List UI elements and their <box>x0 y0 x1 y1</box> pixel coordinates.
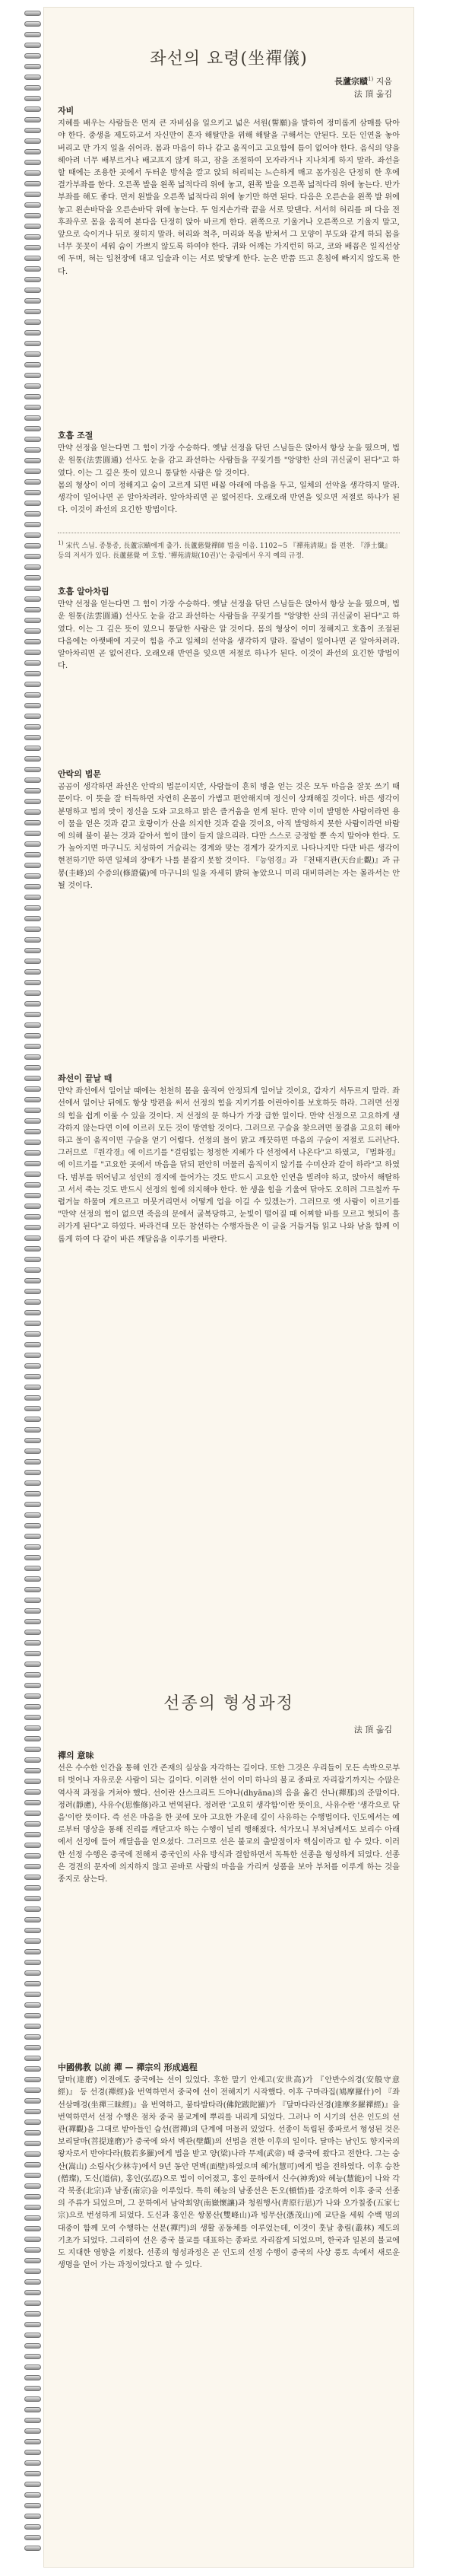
binding-ring <box>24 1789 41 1795</box>
binding-ring <box>24 575 41 580</box>
binding-ring <box>24 1864 41 1869</box>
binding-ring <box>24 703 41 708</box>
translator-name: 法 頂 <box>353 88 374 99</box>
binding-ring <box>24 1960 41 1965</box>
binding-ring <box>24 2386 41 2391</box>
binding-ring <box>24 351 41 357</box>
binding-ring <box>24 1587 41 1592</box>
binding-ring <box>24 1118 41 1124</box>
section-body: 곰곰이 생각하면 좌선은 안락의 법문이지만, 사람들이 흔히 병을 얻는 것은 모두 마음을 잘못 쓰기 때문이다. 이 뜻을 잘 터득하면 자연히 온몸이 가볍고 편안해지며 정신이 상쾌해질 것이다. 바른 생각이 분명하고 법의 맛이 정신을 도와 고요하고 맑은 즐거움을 얻게 된다. 만약 이미 발명한 사람이라면 용이 물을 얻은 것과 같고 호랑이가 산을 의지한 것과 같을 것이요, 아직 발명하지 못한 사람이라면 바람에 의해 불이 붙는 것과 같아서 힘이 많이 들지 않으리라. 다만 스스로 긍정할 뿐 속지 말아야 한다. 도가 높아지면 마구니도 치성하여 거슬리는 경계와 맞는 경계가 갖가지로 나타나지만 다만 바른 생각이 현전하기만 하면 일체의 장애가 나를 붙잡지 못할 것이다. 『능엄경』과 『천태지관(天台止觀)』과 규봉(圭峰)의 수증의(修證儀)에 마구니의 일을 자세히 밝혀 놓았으니 미리 대비하려는 자는 몰라서는 안 될 것이다. <box>58 783 400 890</box>
binding-ring <box>24 2514 41 2519</box>
binding-ring <box>24 1033 41 1038</box>
binding-ring <box>24 85 41 91</box>
binding-ring <box>24 2247 41 2253</box>
binding-ring <box>24 2034 41 2040</box>
section-heading: 호흡 알아차림 <box>58 587 109 596</box>
section-body: 만약 선정을 얻는다면 그 힘이 가장 수승하다. 옛날 선정을 닦던 스님들은 앉아서 항상 눈을 떴으며, 법운 원통(法雲圓通) 선사도 눈을 감고 좌선하는 사람들을 꾸짖기를 "앙양한 산의 귀신굴이 된다"고 하였다. 이는 그 깊은 뜻이 있으니 통달한 사람은 알 것이다. 몸의 형상이 이미 정해지고 호흡이 조절된 다음에는 아랫배에 지긋이 힘을 주고 일체의 선악을 생각하지 말라. 잡념이 일어나면 곧 알아차려라. 알아차리면 곧 없어진다. 오래오래 반연을 잊으면 저절로 하나가 된다. 이것이 좌선의 요긴한 방법이다. <box>58 600 400 671</box>
binding-ring <box>24 2450 41 2455</box>
author-name: 長蘆宗賾 <box>334 76 369 87</box>
binding-ring <box>24 426 41 431</box>
binding-ring <box>24 1459 41 1465</box>
binding-ring <box>24 437 41 442</box>
article2-title: 선종의 형성과정 <box>163 1694 294 1713</box>
binding-ring <box>24 2279 41 2285</box>
binding-ring <box>24 32 41 37</box>
binding-ring <box>24 1086 41 1092</box>
binding-ring <box>24 852 41 857</box>
binding-ring <box>24 2311 41 2317</box>
binding-ring <box>24 1449 41 1454</box>
binding-ring <box>24 458 41 463</box>
binding-ring <box>24 256 41 261</box>
binding-ring <box>24 905 41 911</box>
binding-ring <box>24 245 41 250</box>
binding-ring <box>24 501 41 506</box>
binding-ring <box>24 2375 41 2380</box>
binding-ring <box>24 1065 41 1070</box>
binding-ring <box>24 1896 41 1901</box>
translator-role: 옮김 <box>375 88 392 99</box>
footnote <box>58 538 400 561</box>
binding-ring <box>24 2098 41 2104</box>
binding-ring <box>24 1310 41 1315</box>
article2-byline <box>354 1724 392 1736</box>
binding-ring <box>24 75 41 80</box>
binding-ring <box>24 1278 41 1283</box>
binding-ring <box>24 138 41 144</box>
binding-ring <box>24 1470 41 1475</box>
binding-ring <box>24 767 41 772</box>
binding-ring <box>24 873 41 879</box>
binding-ring <box>24 1938 41 1944</box>
binding-ring <box>24 2215 41 2221</box>
binding-ring <box>24 469 41 474</box>
binding-ring <box>24 2546 41 2551</box>
binding-ring <box>24 2482 41 2487</box>
binding-ring <box>24 1875 41 1880</box>
binding-ring <box>24 1619 41 1624</box>
binding-ring <box>24 1949 41 1954</box>
binding-ring <box>24 692 41 698</box>
binding-ring <box>24 831 41 836</box>
binding-ring <box>24 53 41 59</box>
section-breath <box>58 430 400 517</box>
binding-ring <box>24 916 41 921</box>
binding-ring <box>24 288 41 293</box>
section-formation <box>58 2062 400 2272</box>
binding-ring <box>24 1267 41 1273</box>
binding-ring <box>24 2407 41 2412</box>
binding-ring <box>24 1140 41 1145</box>
binding-ring <box>24 1800 41 1805</box>
binding-ring <box>24 554 41 559</box>
section-breath-awareness <box>58 586 400 673</box>
binding-ring <box>24 1129 41 1134</box>
binding-ring <box>24 1406 41 1411</box>
binding-ring <box>24 1768 41 1773</box>
binding-ring <box>24 809 41 815</box>
binding-ring <box>24 1204 41 1209</box>
binding-ring <box>24 863 41 868</box>
binding-ring <box>24 479 41 485</box>
binding-ring <box>24 2173 41 2178</box>
binding-ring <box>24 660 41 666</box>
binding-ring <box>24 330 41 336</box>
binding-ring <box>24 1054 41 1060</box>
binding-ring <box>24 2535 41 2540</box>
binding-ring <box>24 746 41 751</box>
binding-ring <box>24 1683 41 1688</box>
binding-ring <box>24 1012 41 1017</box>
binding-ring <box>24 1566 41 1571</box>
binding-ring <box>24 1480 41 1486</box>
section-ending <box>58 1073 400 1246</box>
binding-ring <box>24 1544 41 1550</box>
author-line <box>334 73 392 88</box>
binding-ring <box>24 1353 41 1358</box>
binding-ring <box>24 1331 41 1337</box>
author-role: 지음 <box>375 76 392 87</box>
section-body: 만약 좌선에서 일어날 때에는 천천히 몸을 움직여 안정되게 일어날 것이요, 갑자기 서두르지 말라. 좌선에서 일어난 뒤에도 항상 방편을 써서 선정의 힘을 지키기를 어린아이를 보호하듯 하라. 그러면 선정의 힘을 쉽게 이룰 수 있을 것이다. 저 선정의 문 하나가 가장 급한 일이다. 만약 선정으로 고요하게 생각하지 않는다면 이에 이르러 모든 것이 망연할 것이다. 그러므로 구슬을 찾으려면 물결을 고요히 해야 하고 물이 움직이면 구슬을 얻기 어렵다. 선정의 물이 맑고 깨끗하면 마음의 구슬이 저절로 드러난다. 그러므로 『원각경』에 이르기를 "걸림없는 청정한 지혜가 다 선정에서 나온다"고 하였고, 『법화경』에 이르기를 "고요한 곳에서 마음을 닦되 편안히 머물러 움직이지 않기를 수미산과 같이 하라"고 하였다. 범부를 뛰어넘고 성인의 경지에 들어가는 것도 반드시 고요한 인연을 빌려야 하고, 앉아서 해탈하고 서서 죽는 것도 반드시 선정의 힘에 의지해야 한다. 한 생을 힘을 기울여 닦아도 오히려 그르칠까 두렵거늘 하물며 게으르고 머뭇거리면서 어떻게 업을 이길 수 있겠는가. 그러므로 옛 사람이 이르기를 "만약 선정의 힘이 없으면 죽음의 문에서 굴복당하고, 눈빛이 떨어질 때 어찌할 바를 모르고 헛되이 흘러가게 된다"고 하였다. 바라건대 모든 참선하는 수행자들은 이 글을 거듭거듭 읽고 나와 남을 함께 이롭게 하여 다 같이 바른 깨달음을 이루기를 바란다. <box>58 1087 400 1244</box>
section-body: 달마(達磨) 이전에도 중국에는 선이 있었다. 후한 말기 안세고(安世高)가 『안반수의경(安般守意經)』 등 선경(禪經)을 번역하면서 중국에 선이 전해지기 시작했다. 이후 구마라집(鳩摩羅什)이 『좌선삼매경(坐禪三昧經)』을 번역하고, 불타발타라(佛陀跋陀羅)가 『달마다라선경(達摩多羅禪經)』을 번역하면서 선정 수행은 점차 중국 불교계에 뿌리를 내리게 되었다. 그러나 이 시기의 선은 인도의 선관(禪觀)을 그대로 받아들인 습선(習禪)의 단계에 머물러 있었다. 선종이 독립된 종파로서 형성된 것은 보리달마(菩提達磨)가 중국에 와서 벽관(壁觀)의 선법을 전한 이후의 일이다. 달마는 남인도 향지국의 왕자로서 반야다라(般若多羅)에게 법을 받고 양(梁)나라 무제(武帝) 때 중국에 왔다고 전한다. 그는 숭산(嵩山) 소림사(少林寺)에서 9년 동안 면벽(面壁)하였으며 혜가(慧可)에게 법을 전하였다. 이후 승찬(僧璨), 도신(道信), 홍인(弘忍)으로 법이 이어졌고, 홍인 문하에서 신수(神秀)와 혜능(慧能)이 나와 각각 북종(北宗)과 남종(南宗)을 이루었다. 특히 혜능의 남종선은 돈오(頓悟)를 강조하여 이후 중국 선종의 주류가 되었으며, 그 문하에서 남악회양(南嶽懷讓)과 청원행사(靑原行思)가 나와 오가칠종(五家七宗)으로 번성하게 되었다. 도신과 홍인은 쌍봉산(雙峰山)과 빙무산(憑茂山)에 교단을 세워 수백 명의 대중이 함께 모여 수행하는 선문(禪門)의 생활 공동체를 이루었는데, 이것이 훗날 총림(叢林) 제도의 기초가 되었다. 그리하여 선은 중국 불교를 대표하는 종파로 자리잡게 되었으며, 한국과 일본의 불교에도 지대한 영향을 끼쳤다. 선종의 형성과정은 곧 인도의 선정 수행이 중국의 사상 풍토 속에서 새로운 생명을 얻어 가는 과정이었다고 할 수 있다. <box>58 2076 400 2270</box>
binding-ring <box>24 2120 41 2125</box>
binding-ring <box>24 1342 41 1347</box>
binding-ring <box>24 405 41 410</box>
binding-ring <box>24 1907 41 1912</box>
binding-ring <box>24 170 41 176</box>
binding-ring <box>24 618 41 623</box>
binding-ring <box>24 2151 41 2157</box>
binding-ring <box>24 1427 41 1433</box>
binding-ring <box>24 778 41 783</box>
binding-ring <box>24 628 41 634</box>
binding-ring <box>24 213 41 218</box>
binding-ring <box>24 564 41 570</box>
binding-ring <box>24 415 41 421</box>
binding-ring <box>24 2162 41 2167</box>
binding-ring <box>24 1321 41 1326</box>
binding-ring <box>24 2365 41 2370</box>
section-body-continued: 몸의 형상이 이미 정해지고 숨이 고르게 되면 배꼽 아래에 마음을 두고, 일체의 선악을 생각하지 말라. 생각이 일어나면 곧 알아차려라. 알아차리면 곧 없어진다. 오래오래 반연을 잊으면 저절로 하나가 된다. 이것이 좌선의 요긴한 방법이다. <box>58 481 400 515</box>
binding-ring <box>24 1363 41 1369</box>
binding-ring <box>24 991 41 996</box>
binding-ring <box>24 1736 41 1741</box>
binding-ring <box>24 2130 41 2136</box>
binding-ring <box>24 2077 41 2082</box>
binding-ring <box>24 2460 41 2466</box>
spiral-binding <box>24 11 44 2559</box>
binding-ring <box>24 202 41 208</box>
binding-ring <box>24 2194 41 2199</box>
binding-ring <box>24 1502 41 1507</box>
binding-ring <box>24 1853 41 1859</box>
binding-ring <box>24 2471 41 2476</box>
binding-ring <box>24 1246 41 1251</box>
binding-ring <box>24 2141 41 2146</box>
section-heading: 좌선이 끝날 때 <box>58 1073 112 1083</box>
binding-ring <box>24 884 41 889</box>
binding-ring <box>24 341 41 346</box>
article-byline <box>334 73 392 100</box>
binding-ring <box>24 1928 41 1933</box>
binding-ring <box>24 1811 41 1816</box>
binding-ring <box>24 1662 41 1667</box>
binding-ring <box>24 1438 41 1443</box>
binding-ring <box>24 682 41 687</box>
binding-ring <box>24 149 41 154</box>
article-title: 좌선의 요령(坐禪儀) <box>150 49 308 68</box>
binding-ring <box>24 980 41 985</box>
binding-ring <box>24 96 41 101</box>
binding-ring <box>24 1076 41 1081</box>
translator-name: 法 頂 <box>353 1725 374 1735</box>
binding-ring <box>24 1193 41 1198</box>
binding-ring <box>24 1022 41 1028</box>
binding-ring <box>24 724 41 730</box>
binding-ring <box>24 1970 41 1976</box>
section-heading: 자비 <box>58 106 74 116</box>
section-heading: 안락의 법문 <box>58 769 101 779</box>
binding-ring <box>24 2013 41 2018</box>
binding-ring <box>24 2183 41 2189</box>
binding-ring <box>24 2109 41 2114</box>
binding-ring <box>24 543 41 549</box>
binding-ring <box>24 1214 41 1220</box>
binding-ring <box>24 11 41 16</box>
binding-ring <box>24 969 41 975</box>
binding-ring <box>24 224 41 229</box>
binding-ring <box>24 2428 41 2434</box>
binding-ring <box>24 394 41 399</box>
binding-ring <box>24 756 41 762</box>
binding-ring <box>24 2045 41 2050</box>
binding-ring <box>24 309 41 314</box>
binding-ring <box>24 1992 41 1997</box>
binding-ring <box>24 948 41 953</box>
binding-ring <box>24 1523 41 1528</box>
section-body: 선은 수수한 인간을 통해 인간 존재의 실상을 자각하는 길이다. 또한 그것은 우리들이 모든 속박으로부터 벗어나 자유로운 사람이 되는 길이다. 이러한 선이 이미 하나의 불교 종파로 자리잡기까지는 수많은 역사적 과정을 거쳐야 했다. 선이란 산스크리트 드야나(dhyāna)의 음을 옮긴 선나(禪那)의 준말이다. 정려(靜慮), 사유수(思惟修)라고 번역된다. 정려란 '고요히 생각함'이란 뜻이요, 사유수란 '생각으로 닦음'이란 뜻이다. 즉 선은 마음을 한 곳에 모아 고요한 가운데 깊이 사유하는 수행법이다. 인도에서는 예로부터 명상을 통해 진리를 깨닫고자 하는 수행이 널리 행해졌다. 석가모니 부처님께서도 보리수 아래에서 선정에 들어 깨달음을 얻으셨다. 그러므로 선은 불교의 출발점이자 핵심이라고 할 수 있다. 이러한 선정 수행은 중국에 전해져 중국인의 사유 방식과 결합하면서 독특한 선종을 형성하게 되었다. 선종은 경전의 문자에 의지하지 않고 곧바로 사람의 마음을 가리켜 성품을 보아 부처를 이루게 하는 것을 종지로 삼는다. <box>58 1764 400 1884</box>
binding-ring <box>24 1299 41 1305</box>
binding-ring <box>24 841 41 847</box>
binding-ring <box>24 1885 41 1891</box>
binding-ring <box>24 1001 41 1007</box>
binding-ring <box>24 21 41 27</box>
binding-ring <box>24 937 41 943</box>
binding-ring <box>24 927 41 932</box>
section-body: 지혜를 배우는 사람들은 먼저 큰 자비심을 일으키고 넓은 서원(誓願)을 발하여 정미롭게 삼매를 닦아야 한다. 중생을 제도하고서 자신만이 혼자 해탈만을 위해 해탈을 구해서는 안된다. 모든 인연을 놓아 버리고 만 가지 일을 쉬어라. 몸과 마음이 하나 같고 움직이고 고요함에 틈이 없어야 한다. 음식의 양을 헤아려 너무 배부르거나 배고프지 않게 하고, 잠을 조절하여 모자라거나 지나치게 하지 말라. 좌선을 할 때에는 조용한 곳에서 두터운 방석을 깔고 앉되 허리띠는 느슨하게 매고 몸가짐은 단정히 한 후에 결가부좌를 한다. 오른쪽 발을 왼쪽 넓적다리 위에 놓고, 왼쪽 발을 오른쪽 넓적다리 위에 놓는다. 반가부좌를 해도 좋다. 먼저 왼발을 오른쪽 넓적다리 위에 놓기만 하면 된다. 다음은 오른손을 왼쪽 발 위에 놓고 왼손바닥을 오른손바닥 위에 놓는다. 두 엄지손가락 끝을 서로 맞댄다. 서서히 허리를 펴 다음 전후좌우로 몸을 움직여 본다음 단정히 앉아 바르게 한다. 왼쪽으로 기울거나 오른쪽으로 기울지 말고, 앞으로 숙이거나 뒤로 젖히지 말라. 허리와 척추, 머리와 목을 받쳐서 그 모양이 부도와 같게 하되 몸을 너무 꼿꼿이 세워 숨이 가쁘지 않도록 하여야 한다. 귀와 어깨는 가지런히 하고, 코와 배꼽은 일직선상에 두며, 혀는 입천장에 대고 입술과 이는 서로 맞닿게 한다. 눈은 반쯤 뜨고 혼침에 빠지지 않도록 한다. <box>58 119 400 276</box>
binding-ring <box>24 266 41 272</box>
binding-ring <box>24 1630 41 1635</box>
binding-ring <box>24 1693 41 1699</box>
binding-ring <box>24 2333 41 2338</box>
binding-ring <box>24 447 41 453</box>
binding-ring <box>24 2439 41 2444</box>
binding-ring <box>24 2226 41 2231</box>
binding-ring <box>24 1704 41 1709</box>
binding-ring <box>24 1555 41 1560</box>
binding-ring <box>24 1757 41 1763</box>
binding-ring <box>24 1236 41 1241</box>
binding-ring <box>24 2258 41 2263</box>
binding-ring <box>24 2524 41 2530</box>
binding-ring <box>24 277 41 282</box>
binding-ring <box>24 1608 41 1614</box>
author-footnote-marker: 1) <box>368 76 374 82</box>
binding-ring <box>24 1651 41 1656</box>
binding-ring <box>24 586 41 591</box>
binding-ring <box>24 1385 41 1390</box>
binding-ring <box>24 1172 41 1177</box>
binding-ring <box>24 2205 41 2210</box>
binding-ring <box>24 490 41 495</box>
binding-ring <box>24 1289 41 1294</box>
binding-ring <box>24 1576 41 1582</box>
binding-ring <box>24 1374 41 1379</box>
binding-ring <box>24 1150 41 1156</box>
binding-ring <box>24 1715 41 1720</box>
binding-ring <box>24 2354 41 2359</box>
binding-ring <box>24 2492 41 2498</box>
document-page <box>44 8 413 2567</box>
binding-ring <box>24 383 41 389</box>
binding-ring <box>24 1843 41 1848</box>
binding-ring <box>24 192 41 197</box>
binding-ring <box>24 2269 41 2274</box>
binding-ring <box>24 1725 41 1731</box>
binding-ring <box>24 1225 41 1230</box>
binding-ring <box>24 788 41 793</box>
binding-ring <box>24 1779 41 1784</box>
binding-ring <box>24 1672 41 1678</box>
binding-ring <box>24 639 41 644</box>
binding-ring <box>24 2503 41 2508</box>
section-compassion <box>58 105 400 278</box>
binding-ring <box>24 2056 41 2061</box>
binding-ring <box>24 1512 41 1518</box>
binding-ring <box>24 234 41 240</box>
binding-ring <box>24 2237 41 2242</box>
binding-ring <box>24 820 41 825</box>
translator-line <box>334 88 392 100</box>
binding-ring <box>24 2066 41 2072</box>
binding-ring <box>24 1981 41 1986</box>
binding-ring <box>24 2322 41 2327</box>
binding-ring <box>24 1821 41 1827</box>
binding-ring <box>24 1097 41 1102</box>
binding-ring <box>24 511 41 517</box>
binding-ring <box>24 1257 41 1262</box>
binding-ring <box>24 799 41 804</box>
binding-ring <box>24 2088 41 2093</box>
section-heading: 禪의 意味 <box>58 1751 94 1760</box>
binding-ring <box>24 2418 41 2423</box>
binding-ring <box>24 320 41 325</box>
binding-ring <box>24 596 41 602</box>
binding-ring <box>24 2002 41 2008</box>
binding-ring <box>24 714 41 719</box>
binding-ring <box>24 1598 41 1603</box>
binding-ring <box>24 1747 41 1752</box>
footnote-text: 宋代 스님. 종통종, 長蘆宗賾에게 출가. 長蘆慈覺禪師 법을 이음. 1102~5 『禪苑淸規』를 편찬. 『淨土懺』 등의 저서가 있다. 長蘆慈覺 여 호함. '禪苑淸規(10권)'는 총림에서 우지 예의 규정. <box>58 542 391 560</box>
binding-ring <box>24 735 41 740</box>
section-body: 만약 선정을 얻는다면 그 힘이 가장 수승하다. 옛날 선정을 닦던 스님들은 앉아서 항상 눈을 떴으며, 법운 원통(法雲圓通) 선사도 눈을 감고 좌선하는 사람들을 꾸짖기를 "앙양한 산의 귀신굴이 된다"고 하였다. 이는 그 깊은 뜻이 있으니 통달한 사람은 알 것이다. <box>58 444 400 478</box>
binding-ring <box>24 373 41 378</box>
binding-ring <box>24 1044 41 1049</box>
footnote-marker: 1) <box>58 539 64 546</box>
binding-ring <box>24 1395 41 1401</box>
binding-ring <box>24 607 41 612</box>
translator-role: 옮김 <box>375 1725 392 1735</box>
binding-ring <box>24 117 41 122</box>
binding-ring <box>24 2396 41 2402</box>
binding-ring <box>24 671 41 676</box>
binding-ring <box>24 128 41 133</box>
binding-ring <box>24 959 41 964</box>
section-dharma-gate <box>58 768 400 892</box>
binding-ring <box>24 1108 41 1113</box>
binding-ring <box>24 2301 41 2306</box>
binding-ring <box>24 1917 41 1922</box>
binding-ring <box>24 2024 41 2029</box>
binding-ring <box>24 181 41 186</box>
binding-ring <box>24 1182 41 1188</box>
binding-ring <box>24 522 41 527</box>
binding-ring <box>24 64 41 69</box>
binding-ring <box>24 895 41 900</box>
binding-ring <box>24 2290 41 2295</box>
binding-ring <box>24 533 41 538</box>
binding-ring <box>24 298 41 304</box>
binding-ring <box>24 1417 41 1422</box>
binding-ring <box>24 1161 41 1166</box>
binding-ring <box>24 1640 41 1646</box>
binding-ring <box>24 1534 41 1539</box>
binding-ring <box>24 160 41 165</box>
binding-ring <box>24 2343 41 2349</box>
binding-ring <box>24 1832 41 1837</box>
section-meaning-of-zen <box>58 1750 400 1886</box>
section-heading: 호흡 조절 <box>58 431 93 440</box>
binding-ring <box>24 362 41 367</box>
binding-ring <box>24 1491 41 1496</box>
binding-ring <box>24 43 41 48</box>
section-heading: 中國佛教 以前 禪 — 禪宗의 形成過程 <box>58 2062 198 2072</box>
binding-ring <box>24 107 41 112</box>
binding-ring <box>24 650 41 655</box>
